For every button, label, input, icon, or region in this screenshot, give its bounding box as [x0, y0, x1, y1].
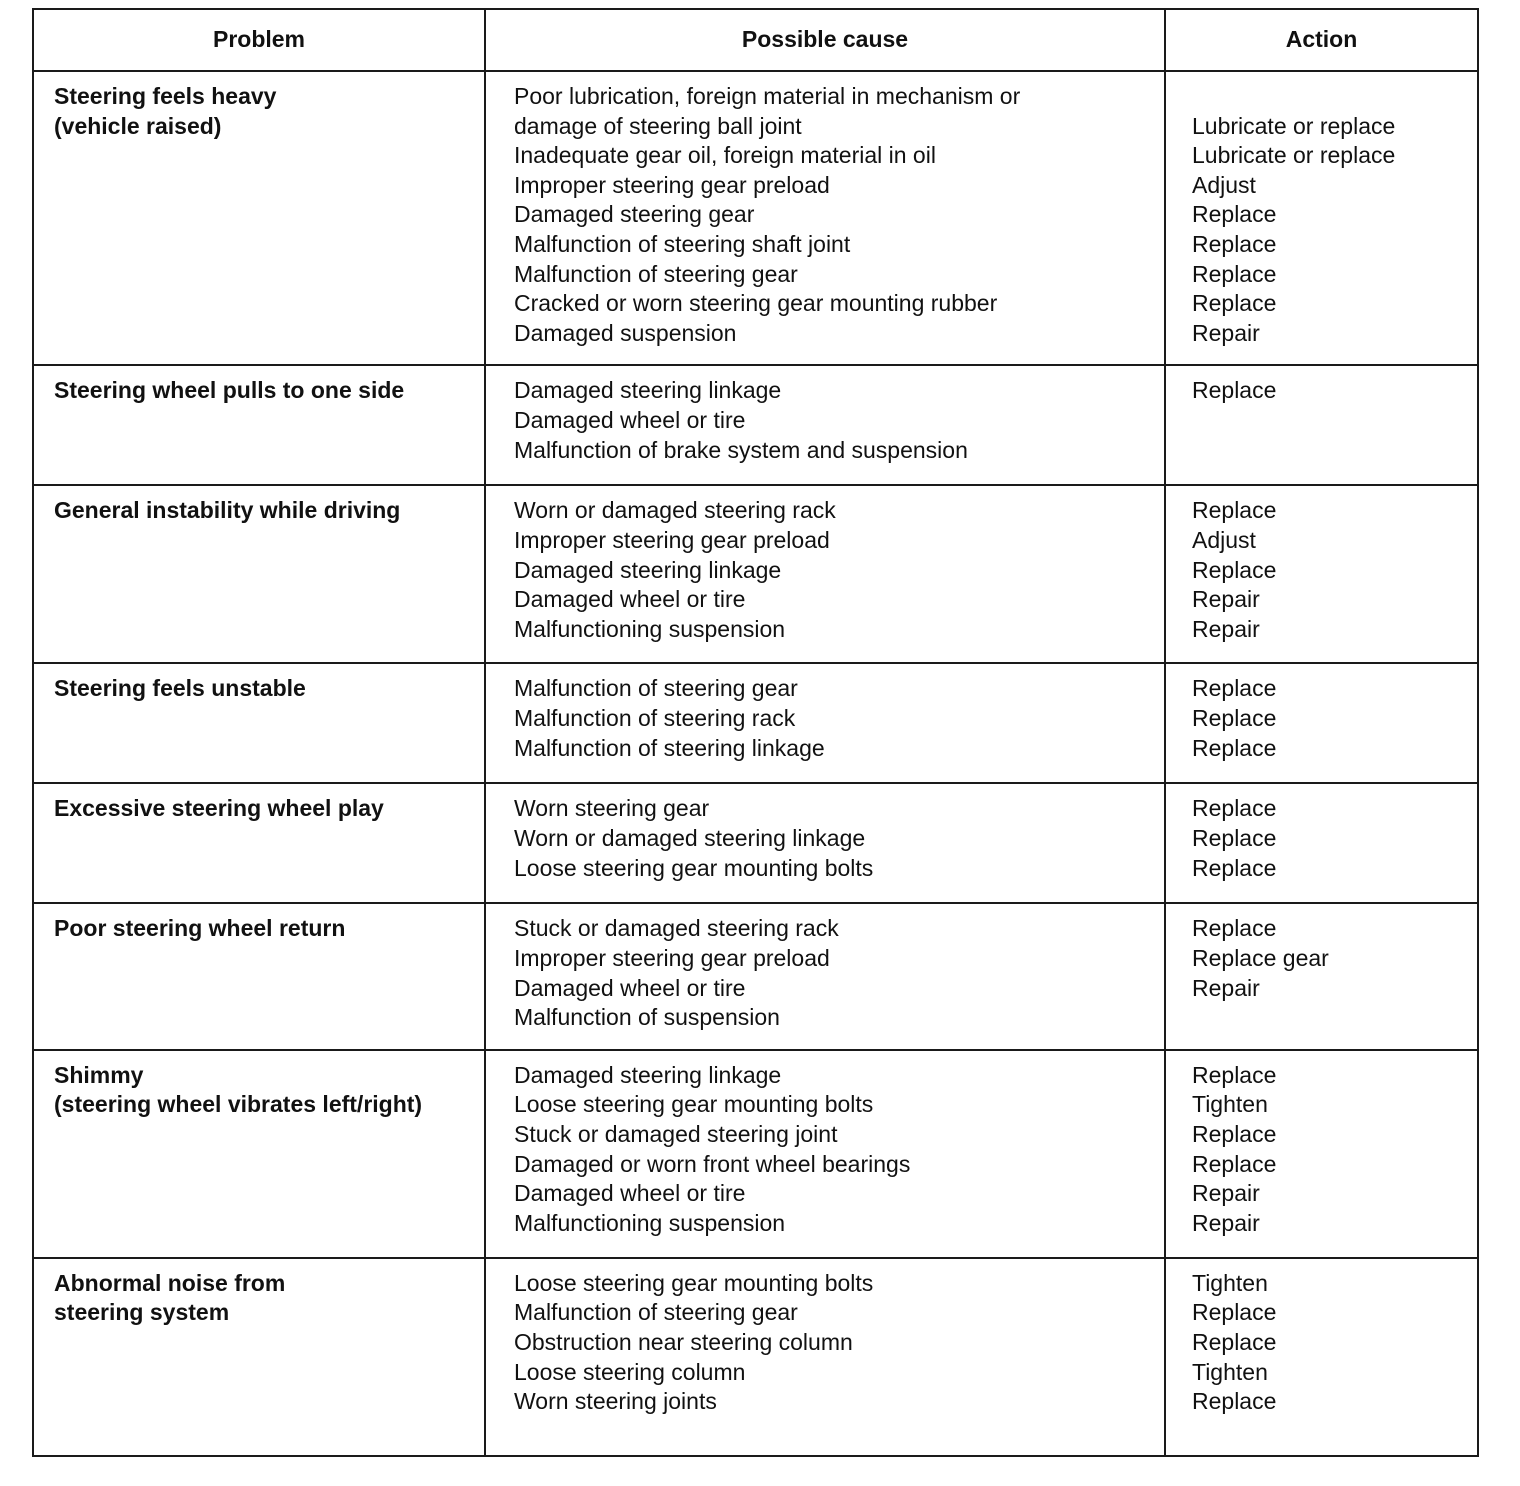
table-row — [33, 485, 1478, 663]
possible-cause-text: Malfunction of suspension — [514, 1004, 780, 1031]
action-text: Replace — [1192, 1299, 1277, 1326]
problem-text: Poor steering wheel return — [54, 915, 346, 942]
problem-cell — [33, 365, 485, 485]
table-row — [33, 903, 1478, 1049]
possible-cause-cell — [485, 485, 1165, 663]
problem-text: (steering wheel vibrates left/right) — [54, 1091, 423, 1118]
possible-cause-text: Improper steering gear preload — [514, 944, 830, 971]
possible-cause-text: Inadequate gear oil, foreign material in oil — [514, 142, 936, 169]
action-cell — [1165, 1258, 1478, 1456]
possible-cause-text: Cracked or worn steering gear mounting rubber — [514, 290, 998, 317]
problem-cell — [33, 783, 485, 903]
possible-cause-text: Damaged steering linkage — [514, 377, 782, 404]
possible-cause-text: Malfunction of steering gear — [514, 675, 798, 702]
problem-text: steering system — [54, 1299, 230, 1326]
action-text: Replace — [1192, 675, 1277, 702]
action-text: Repair — [1192, 319, 1260, 346]
problem-text: Excessive steering wheel play — [54, 795, 384, 822]
possible-cause-text: Damaged wheel or tire — [514, 1180, 746, 1207]
possible-cause-text: Damaged wheel or tire — [514, 406, 746, 433]
action-text: Adjust — [1192, 526, 1256, 553]
possible-cause-text: Malfunction of steering linkage — [514, 734, 825, 761]
possible-cause-text: Malfunction of steering shaft joint — [514, 230, 851, 257]
possible-cause-text: Loose steering gear mounting bolts — [514, 1091, 874, 1118]
problem-text: General instability while driving — [54, 497, 401, 524]
possible-cause-text: Loose steering gear mounting bolts — [514, 854, 874, 881]
possible-cause-cell — [485, 783, 1165, 903]
possible-cause-cell — [485, 1258, 1165, 1456]
table-row — [33, 663, 1478, 783]
action-text: Repair — [1192, 615, 1260, 642]
problem-text: Abnormal noise from — [54, 1269, 286, 1296]
possible-cause-text: Malfunction of brake system and suspension — [514, 436, 968, 463]
action-text: Replace gear — [1192, 944, 1329, 971]
action-text: Replace — [1192, 556, 1277, 583]
action-text: Replace — [1192, 854, 1277, 881]
problem-cell — [33, 485, 485, 663]
possible-cause-text: Stuck or damaged steering rack — [514, 915, 839, 942]
problem-cell — [33, 1050, 485, 1258]
action-cell — [1165, 365, 1478, 485]
header-row — [33, 9, 1478, 71]
table-row — [33, 1050, 1478, 1258]
action-text: Replace — [1192, 1061, 1277, 1088]
possible-cause-text: Damaged steering gear — [514, 201, 755, 228]
possible-cause-text: Worn or damaged steering linkage — [514, 824, 866, 851]
problem-cell — [33, 663, 485, 783]
header-problem: Problem — [33, 9, 485, 71]
action-cell — [1165, 71, 1478, 365]
problem-text: Steering feels unstable — [54, 675, 306, 702]
possible-cause-text: Improper steering gear preload — [514, 171, 830, 198]
action-text: Replace — [1192, 734, 1277, 761]
possible-cause-text: Stuck or damaged steering joint — [514, 1120, 838, 1147]
possible-cause-text: Damaged wheel or tire — [514, 586, 746, 613]
possible-cause-cell — [485, 663, 1165, 783]
action-text: Lubricate or replace — [1192, 112, 1396, 139]
problem-cell — [33, 903, 485, 1049]
action-cell — [1165, 903, 1478, 1049]
action-text: Replace — [1192, 915, 1277, 942]
action-text: Replace — [1192, 290, 1277, 317]
problem-text: (vehicle raised) — [54, 112, 222, 139]
header-action: Action — [1165, 9, 1478, 71]
action-text: Replace — [1192, 795, 1277, 822]
action-text: Replace — [1192, 377, 1277, 404]
action-text: Repair — [1192, 586, 1260, 613]
action-text: Repair — [1192, 974, 1260, 1001]
possible-cause-text: Obstruction near steering column — [514, 1328, 853, 1355]
troubleshooting-table — [32, 8, 1479, 1457]
action-cell — [1165, 1050, 1478, 1258]
possible-cause-text: damage of steering ball joint — [514, 112, 802, 139]
possible-cause-text: Damaged suspension — [514, 319, 737, 346]
possible-cause-text: Damaged or worn front wheel bearings — [514, 1150, 911, 1177]
possible-cause-text: Malfunctioning suspension — [514, 1209, 786, 1236]
action-text: Replace — [1192, 497, 1277, 524]
possible-cause-cell — [485, 903, 1165, 1049]
possible-cause-text: Damaged wheel or tire — [514, 974, 746, 1001]
possible-cause-text: Improper steering gear preload — [514, 526, 830, 553]
table-row — [33, 1258, 1478, 1456]
problem-text: Steering wheel pulls to one side — [54, 377, 405, 404]
action-text: Repair — [1192, 1180, 1260, 1207]
action-text: Replace — [1192, 260, 1277, 287]
possible-cause-text: Malfunction of steering gear — [514, 1299, 798, 1326]
table-row — [33, 71, 1478, 365]
action-text: Replace — [1192, 824, 1277, 851]
action-text: Replace — [1192, 1328, 1277, 1355]
action-text: Lubricate or replace — [1192, 142, 1396, 169]
problem-text: Steering feels heavy — [54, 83, 277, 109]
possible-cause-text: Worn steering joints — [514, 1388, 717, 1415]
possible-cause-text: Poor lubrication, foreign material in mechanism or — [514, 83, 1021, 109]
possible-cause-text: Malfunctioning suspension — [514, 615, 786, 642]
header-possible-cause: Possible cause — [485, 9, 1165, 71]
action-text: Replace — [1192, 1388, 1277, 1415]
problem-cell — [33, 1258, 485, 1456]
possible-cause-text: Worn or damaged steering rack — [514, 497, 836, 524]
possible-cause-text: Loose steering gear mounting bolts — [514, 1269, 874, 1296]
action-text: Tighten — [1192, 1091, 1268, 1118]
action-cell — [1165, 663, 1478, 783]
action-text: Replace — [1192, 1150, 1277, 1177]
possible-cause-cell — [485, 1050, 1165, 1258]
possible-cause-cell — [485, 365, 1165, 485]
problem-text: Shimmy — [54, 1061, 144, 1088]
possible-cause-text: Loose steering column — [514, 1358, 746, 1385]
action-text: Replace — [1192, 230, 1277, 257]
action-text: Tighten — [1192, 1358, 1268, 1385]
action-cell — [1165, 485, 1478, 663]
problem-cell — [33, 71, 485, 365]
table-row — [33, 365, 1478, 485]
table-row — [33, 783, 1478, 903]
action-text: Adjust — [1192, 171, 1256, 198]
action-text: Replace — [1192, 201, 1277, 228]
possible-cause-text: Worn steering gear — [514, 795, 710, 822]
table-body — [33, 71, 1478, 1456]
possible-cause-text: Malfunction of steering rack — [514, 704, 796, 731]
action-text — [1192, 82, 1465, 112]
possible-cause-text: Damaged steering linkage — [514, 556, 782, 583]
action-text: Replace — [1192, 704, 1277, 731]
possible-cause-text: Malfunction of steering gear — [514, 260, 798, 287]
action-text: Repair — [1192, 1209, 1260, 1236]
action-text: Replace — [1192, 1120, 1277, 1147]
action-text: Tighten — [1192, 1269, 1268, 1296]
possible-cause-text: Damaged steering linkage — [514, 1061, 782, 1088]
possible-cause-cell — [485, 71, 1165, 365]
action-cell — [1165, 783, 1478, 903]
